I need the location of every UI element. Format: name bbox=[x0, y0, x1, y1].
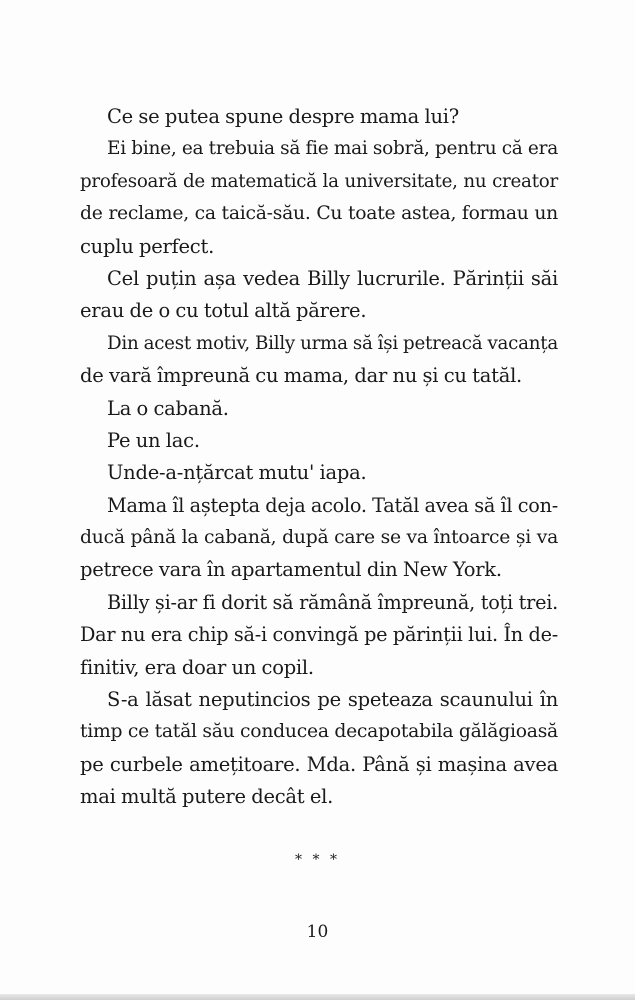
page-bottom-edge bbox=[0, 994, 635, 1000]
page-number: 10 bbox=[306, 922, 329, 942]
body-text bbox=[80, 101, 558, 814]
text-line: erau de o cu totul altă părere. bbox=[80, 299, 367, 323]
text-line: Billy și-ar fi dorit să rămână împreună, toți trei. bbox=[107, 590, 558, 614]
text-line: mai multă putere decât el. bbox=[80, 785, 334, 809]
text-line: Ce se putea spune despre mama lui? bbox=[107, 105, 459, 128]
text-line: timp ce tatăl său conducea decapotabila gălăgioasă bbox=[80, 721, 558, 743]
text-line: de vară împreună cu mama, dar nu și cu tatăl. bbox=[80, 364, 523, 388]
text-line: petrece vara în apartamentul din New York. bbox=[80, 558, 502, 582]
text-line: Dar nu era chip să-i convingă pe părinții lui. În de- bbox=[80, 623, 558, 647]
text-line: Din acest motiv, Billy urma să își petreacă vacanța bbox=[107, 332, 558, 354]
section-separator: * * * bbox=[295, 852, 340, 868]
text-line: ducă până la cabană, după care se va întoarce și va bbox=[80, 527, 558, 549]
text-line: Unde-a-nțărcat mutu' iapa. bbox=[107, 461, 367, 485]
text-line: profesoară de matematică la universitate, nu creator bbox=[80, 170, 558, 192]
text-line: finitiv, era doar un copil. bbox=[80, 655, 314, 679]
text-line: Ei bine, ea trebuia să fie mai sobră, pentru că era bbox=[107, 138, 558, 160]
text-line: de reclame, ca taică-său. Cu toate astea, formau un bbox=[80, 203, 558, 225]
text-line: Mama îl aștepta deja acolo. Tatăl avea să îl con- bbox=[107, 493, 558, 517]
text-line: pe curbele amețitoare. Mda. Până și mașina avea bbox=[80, 752, 558, 776]
text-line: Pe un lac. bbox=[107, 428, 200, 452]
text-line: La o cabană. bbox=[107, 396, 229, 420]
text-line: Cel puțin așa vedea Billy lucrurile. Părinții săi bbox=[107, 266, 558, 290]
text-line: cuplu perfect. bbox=[80, 234, 215, 258]
text-line: S-a lăsat neputincios pe speteaza scaunului în bbox=[107, 688, 558, 712]
